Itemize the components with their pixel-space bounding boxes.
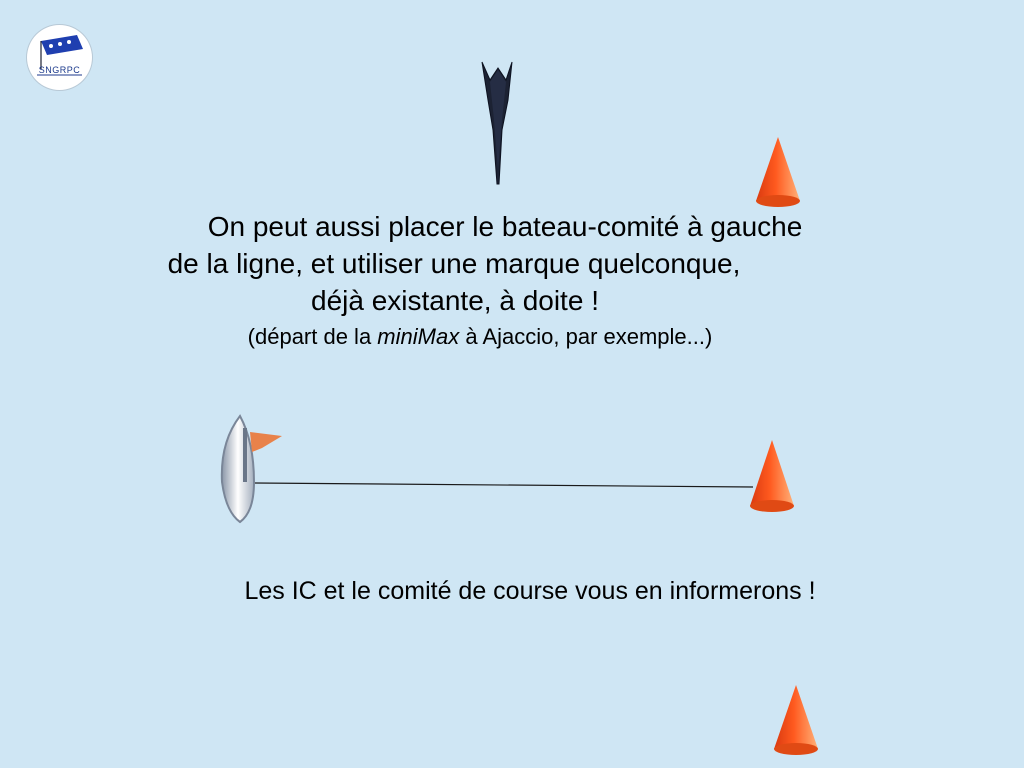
main-text-line-2: de la ligne, et utiliser une marque quelconque, — [167, 248, 741, 279]
main-text-block — [100, 208, 890, 319]
main-text-line-3: déjà existante, à doite ! — [311, 285, 599, 316]
bottom-buoy-icon — [770, 683, 822, 759]
main-text-line-1: On peut aussi placer le bateau-comité à gauche — [207, 211, 803, 242]
flag-icon — [27, 25, 92, 90]
logo-text: SNGRPC — [38, 65, 81, 75]
club-logo — [27, 25, 92, 90]
sub-text — [130, 322, 830, 352]
committee-boat-icon — [210, 412, 290, 527]
start-line — [255, 480, 755, 492]
sub-text-italic: miniMax — [377, 324, 460, 349]
info-text: Les IC et le comité de course vous en informerons ! — [244, 577, 816, 605]
wind-arrow-icon — [478, 60, 518, 185]
sub-text-prefix: (départ de la — [247, 324, 378, 349]
middle-buoy-icon — [746, 438, 798, 514]
top-buoy-icon — [752, 135, 804, 209]
sub-text-suffix: à Ajaccio, par exemple...) — [459, 324, 713, 349]
